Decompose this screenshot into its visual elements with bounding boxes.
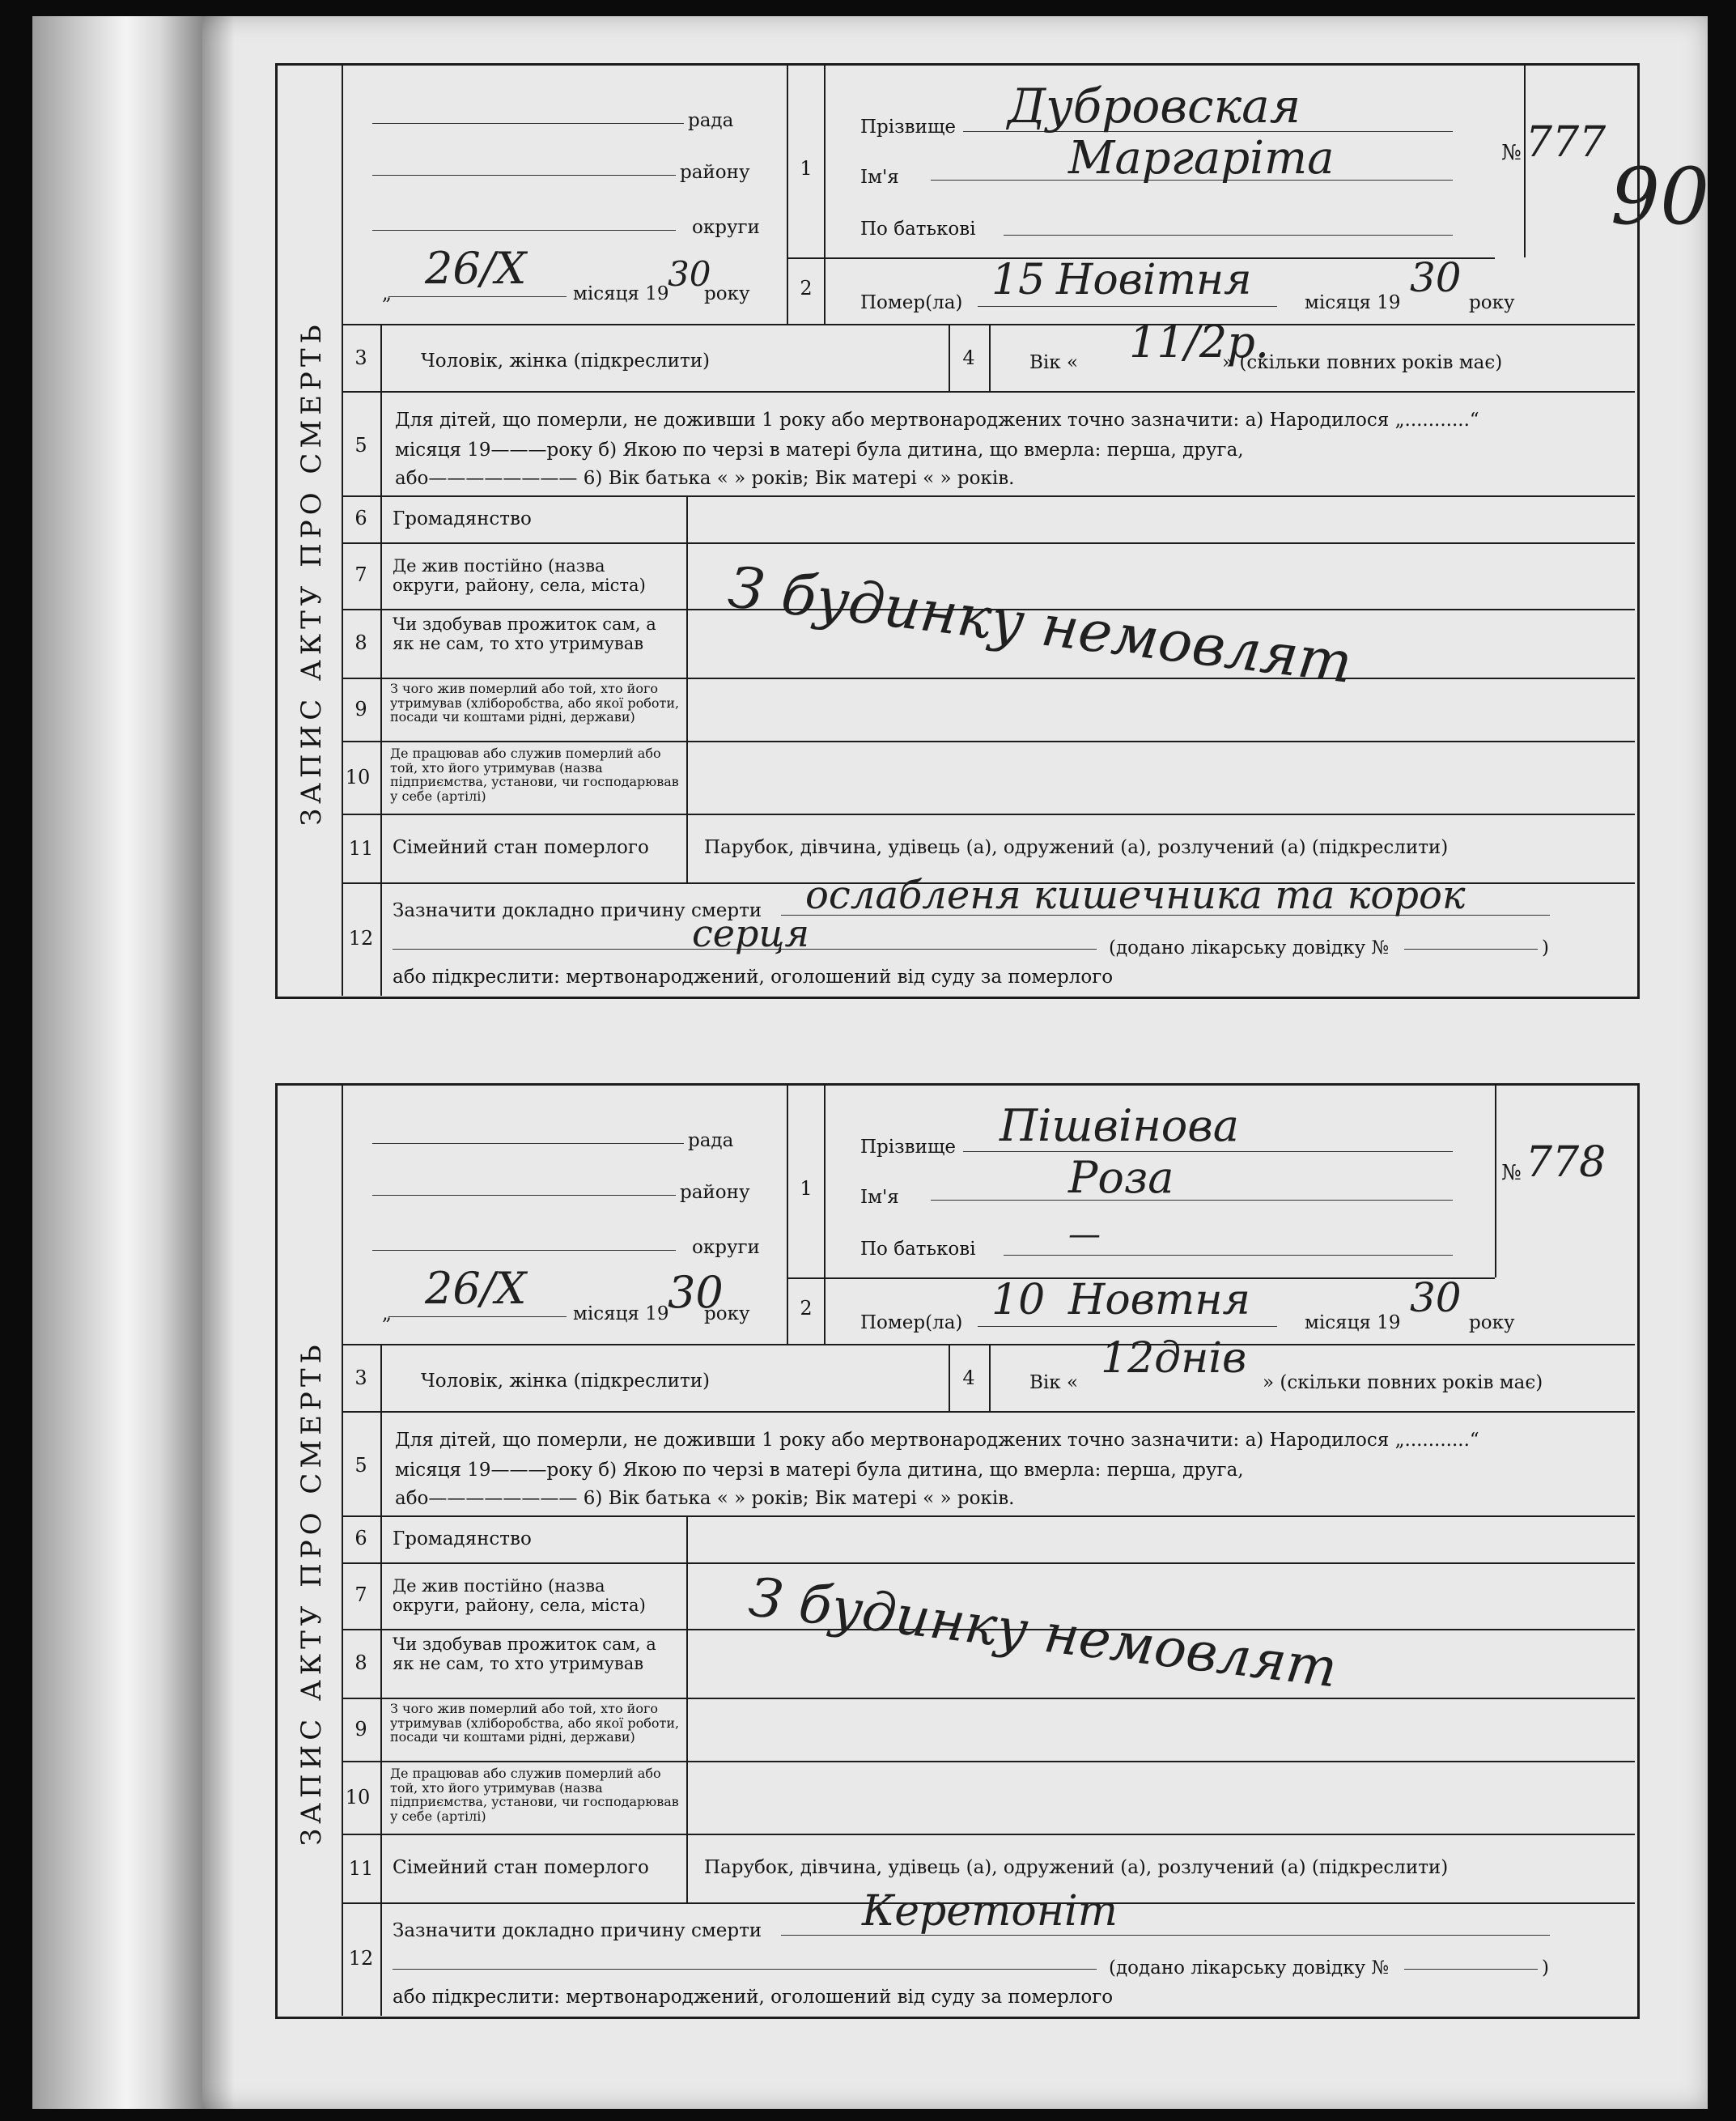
income-source-label: З чого жив померлий або той, хто його утримував (хліборобства, або якої роботи, посади чи коштами рідні, держави) [390, 681, 680, 725]
died-year: 30 [1410, 1274, 1462, 1321]
name-label: Ім'я [860, 1187, 899, 1208]
record-frame [275, 1083, 1640, 2019]
name-value: Роза [1068, 1152, 1174, 1203]
residence-label: Де жив постійно (назва округи, району, села, міста) [393, 1576, 646, 1615]
row-number: 4 [962, 346, 975, 369]
marital-options: Парубок, дівчина, удівець (а), одружений (а), розлучений (а) (підкреслити) [704, 1857, 1449, 1878]
livelihood-label: Чи здобував прожиток сам, а як не сам, то хто утримував [393, 614, 656, 653]
died-month-label: місяця 19 [1305, 292, 1401, 313]
reg-year-label: року [704, 1303, 750, 1324]
income-source-label: З чого жив померлий або той, хто його утримував (хліборобства, або якої роботи, посади чи коштами рідні, держави) [390, 1701, 680, 1745]
cause-value-1: Керетоніт [862, 1887, 1118, 1936]
row-number: 8 [354, 631, 367, 654]
record-number: 778 [1526, 1138, 1607, 1187]
died-month-label: місяця 19 [1305, 1312, 1401, 1333]
cause-value-1: ослабленя кишечника та корок [805, 873, 1466, 918]
row-number: 6 [354, 507, 367, 529]
row-number: 11 [348, 1857, 374, 1880]
age-value: 11/2р. [1129, 317, 1269, 368]
age-label-b: » (скільки повних років має) [1263, 1372, 1543, 1393]
number-label: № [1501, 1161, 1522, 1185]
raion-label: району [680, 162, 750, 183]
residence-value: З будинку немовлят [745, 1566, 1341, 1700]
died-month-value: Новітня [1056, 256, 1252, 304]
died-year-label: року [1469, 292, 1515, 313]
row-number: 2 [800, 1297, 813, 1320]
marital-label: Сімейний стан померлого [393, 1857, 649, 1878]
row-number: 3 [354, 1367, 367, 1389]
died-day: 10 [991, 1276, 1046, 1324]
row-number: 6 [354, 1527, 367, 1549]
residence-value: З будинку немовлят [724, 554, 1356, 696]
age-label-a: Вік « [1029, 1372, 1079, 1393]
patronymic-value: — [1068, 1216, 1101, 1253]
livelihood-label: Чи здобував прожиток сам, а як не сам, то хто утримував [393, 1634, 656, 1673]
row-number: 12 [348, 927, 374, 950]
row-number: 3 [354, 346, 367, 369]
name-value: Маргаріта [1068, 132, 1335, 185]
patronymic-label: По батькові [860, 1239, 976, 1260]
spine-shadow [202, 16, 235, 2109]
page-number: 90 [1611, 151, 1710, 242]
residence-label: Де жив постійно (назва округи, району, села, міста) [393, 556, 646, 595]
reg-year-label: року [704, 283, 750, 304]
citizenship-label: Громадянство [393, 1528, 532, 1549]
patronymic-label: По батькові [860, 219, 976, 240]
cause-label: Зазначити докладно причину смерти [393, 1920, 762, 1941]
cert-label: (додано лікарську довідку № [1109, 937, 1390, 958]
row-number: 10 [345, 766, 371, 788]
marital-options: Парубок, дівчина, удівець (а), одружений (а), розлучений (а) (підкреслити) [704, 837, 1449, 858]
surname-value: Дубровская [1008, 79, 1301, 134]
marital-label: Сімейний стан померлого [393, 837, 649, 858]
record-number: 777 [1526, 118, 1607, 167]
okrug-label: округи [692, 217, 760, 238]
row-number: 1 [800, 157, 813, 180]
row-number: 4 [962, 1367, 975, 1389]
rada-label: рада [688, 110, 734, 131]
stillborn-label: або підкреслити: мертвонароджений, оголошений від суду за померлого [393, 967, 1114, 988]
reg-date: 26/X [425, 243, 527, 294]
sex-label: Чоловік, жінка (підкреслити) [421, 1371, 711, 1392]
age-value: 12днів [1101, 1334, 1247, 1383]
row-number: 7 [354, 563, 367, 586]
stillborn-label: або підкреслити: мертвонароджений, оголошений від суду за померлого [393, 1987, 1114, 2008]
cause-value-2: серця [692, 912, 809, 955]
row-number: 2 [800, 277, 813, 300]
number-label: № [1501, 141, 1522, 165]
row-number: 7 [354, 1583, 367, 1606]
name-label: Ім'я [860, 167, 899, 188]
children-line-2: місяця 19———року б) Якою по черзі в матері була дитина, що вмерла: перша, друга, [395, 440, 1244, 461]
died-label: Помер(ла) [860, 1312, 963, 1333]
children-line-1: Для дітей, що померли, не доживши 1 року або мертвонароджених точно зазначити: а) Народилося „...........“ [395, 1430, 1479, 1451]
children-line-1: Для дітей, що померли, не доживши 1 року або мертвонароджених точно зазначити: а) Народилося „...........“ [395, 410, 1479, 431]
citizenship-label: Громадянство [393, 508, 532, 529]
children-line-3: або———————— 6) Вік батька « » років; Вік матері « » років. [395, 468, 1015, 489]
reg-year: 30 [668, 254, 711, 294]
sex-label: Чоловік, жінка (підкреслити) [421, 351, 711, 372]
age-label-a: Вік « [1029, 352, 1079, 373]
died-month-value: Новтня [1068, 1276, 1250, 1324]
reg-date: 26/X [425, 1263, 527, 1314]
row-number: 1 [800, 1177, 813, 1200]
row-number: 5 [354, 1454, 367, 1477]
reg-month-label: місяця 19 [573, 1303, 669, 1324]
row-number: 11 [348, 837, 374, 860]
reg-year: 30 [668, 1267, 724, 1318]
age-label-b: » (скільки повних років має) [1222, 352, 1503, 373]
reg-month-label: місяця 19 [573, 283, 669, 304]
died-year: 30 [1410, 254, 1462, 301]
surname-label: Прізвище [860, 1137, 956, 1158]
okrug-label: округи [692, 1237, 760, 1258]
died-label: Помер(ла) [860, 292, 963, 313]
cause-label: Зазначити докладно причину смерти [393, 900, 762, 921]
workplace-label: Де працював або служив померлий або той, хто його утримував (назва підприємства, установи, чи господарював у себе (артілі) [390, 746, 679, 804]
raion-label: району [680, 1182, 750, 1203]
side-title: ЗАПИС АКТУ ПРО СМЕРТЬ [295, 320, 328, 826]
row-number: 10 [345, 1786, 371, 1809]
cert-label: (додано лікарську довідку № [1109, 1957, 1390, 1979]
surname-label: Прізвище [860, 117, 956, 138]
rada-label: рада [688, 1130, 734, 1151]
died-day: 15 [991, 256, 1046, 304]
surname-value: Пішвінова [1000, 1100, 1239, 1151]
side-title: ЗАПИС АКТУ ПРО СМЕРТЬ [295, 1340, 328, 1846]
book-spine [32, 16, 202, 2109]
children-line-2: місяця 19———року б) Якою по черзі в матері була дитина, що вмерла: перша, друга, [395, 1460, 1244, 1481]
row-number: 12 [348, 1947, 374, 1970]
children-line-3: або———————— 6) Вік батька « » років; Вік матері « » років. [395, 1488, 1015, 1509]
row-number: 5 [354, 434, 367, 457]
row-number: 9 [354, 1718, 367, 1741]
died-year-label: року [1469, 1312, 1515, 1333]
row-number: 9 [354, 698, 367, 720]
workplace-label: Де працював або служив померлий або той, хто його утримував (назва підприємства, установи, чи господарював у себе (артілі) [390, 1766, 679, 1824]
row-number: 8 [354, 1651, 367, 1674]
record-frame [275, 63, 1640, 999]
